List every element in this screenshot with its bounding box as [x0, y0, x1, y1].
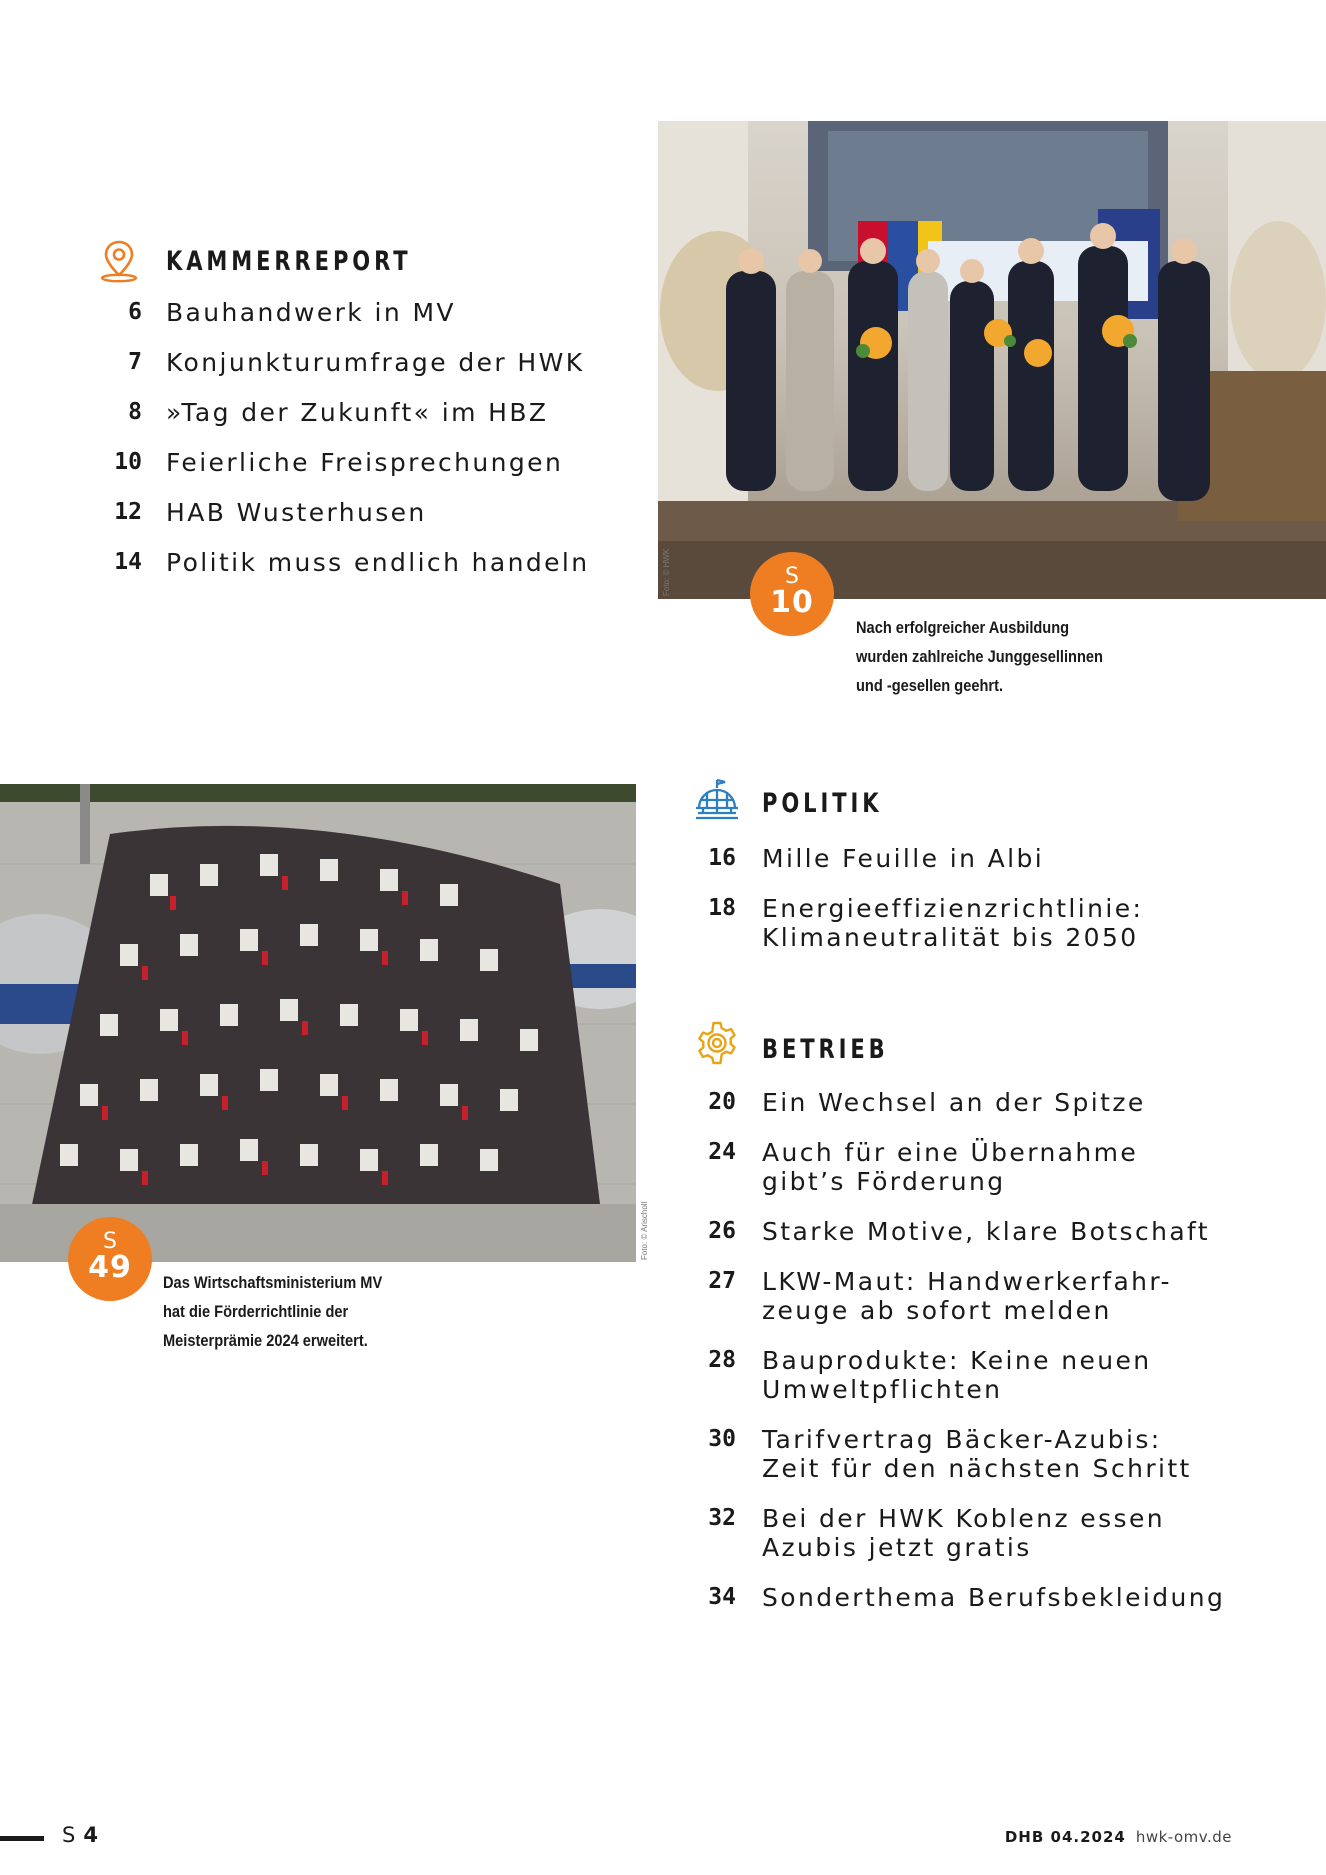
toc-entry[interactable] — [694, 844, 1143, 873]
toc-page-number: 18 — [708, 895, 736, 921]
photo-caption: Nach erfolgreicher Ausbildung wurden zahlreiche Junggesellinnen und -gesellen geehrt. — [856, 618, 1103, 695]
photo-credit: Foto: © HWK — [662, 548, 671, 596]
toc-title: Bauhandwerk in MV — [166, 298, 456, 327]
toc-page-number: 12 — [114, 499, 142, 525]
toc-page-number: 16 — [708, 845, 736, 871]
page-badge[interactable] — [68, 1217, 152, 1301]
toc-entry[interactable] — [694, 1346, 1225, 1404]
parliament-dome-icon — [694, 778, 740, 824]
toc-title: Mille Feuille in Albi — [762, 844, 1045, 873]
toc-entry[interactable] — [96, 448, 590, 477]
photo-caption: Das Wirtschaftsministerium MV hat die Förderrichtlinie der Meisterprämie 2024 erweitert. — [163, 1273, 383, 1350]
toc-title: LKW-Maut: Handwerkerfahr- zeuge ab sofort melden — [762, 1267, 1172, 1325]
section-header — [96, 238, 590, 284]
toc-title: Tarifvertrag Bäcker-Azubis: Zeit für den nächsten Schritt — [762, 1425, 1192, 1483]
footer-info — [1005, 1828, 1232, 1846]
website-link[interactable]: hwk-omv.de — [1135, 1828, 1232, 1846]
toc-title: Bei der HWK Koblenz essen Azubis jetzt gratis — [762, 1504, 1165, 1562]
toc-page-number: 8 — [128, 399, 142, 425]
section-betrieb — [694, 1020, 1225, 1633]
toc-title: Feierliche Freisprechungen — [166, 448, 564, 477]
toc-page-number: 20 — [708, 1089, 736, 1115]
toc-page-number: 28 — [708, 1347, 736, 1373]
badge-prefix: S — [785, 564, 799, 589]
page-number: S 4 — [62, 1823, 98, 1847]
footer-bar — [0, 1836, 44, 1841]
toc-page-number: 30 — [708, 1426, 736, 1452]
toc-page-number: 14 — [114, 549, 142, 575]
photo-credit: Foto: © Arischoll — [640, 1201, 649, 1260]
badge-page: 49 — [88, 1250, 132, 1285]
section-title: POLITIK — [762, 788, 883, 819]
toc-page-number: 7 — [128, 349, 142, 375]
toc-entry[interactable] — [694, 1583, 1225, 1612]
toc-entry[interactable] — [694, 1138, 1225, 1196]
group-photo — [0, 784, 636, 1262]
toc-entry[interactable] — [96, 398, 590, 427]
section-title: KAMMERREPORT — [166, 246, 412, 277]
toc-page-number: 10 — [114, 449, 142, 475]
gear-icon — [694, 1020, 740, 1066]
toc-entry[interactable] — [694, 1267, 1225, 1325]
page-badge[interactable] — [750, 552, 834, 636]
toc-entry[interactable] — [694, 1088, 1225, 1117]
toc-title: Starke Motive, klare Botschaft — [762, 1217, 1211, 1246]
badge-prefix: S — [103, 1229, 117, 1254]
location-pin-icon — [96, 238, 142, 284]
magazine-issue: DHB 04.2024 — [1004, 1828, 1126, 1846]
toc-entry[interactable] — [96, 348, 590, 377]
section-title: BETRIEB — [762, 1034, 889, 1065]
toc-entry[interactable] — [694, 1425, 1225, 1483]
toc-page-number: 34 — [708, 1584, 736, 1610]
toc-entry[interactable] — [694, 894, 1143, 952]
toc-title: »Tag der Zukunft« im HBZ — [166, 398, 549, 427]
toc-title: Bauprodukte: Keine neuen Umweltpflichten — [762, 1346, 1152, 1404]
section-header — [694, 778, 1143, 824]
toc-entry[interactable] — [96, 548, 590, 577]
section-header — [694, 1020, 1225, 1066]
toc-page-number: 26 — [708, 1218, 736, 1244]
toc-title: Ein Wechsel an der Spitze — [762, 1088, 1146, 1117]
badge-page: 10 — [770, 585, 814, 620]
toc-page-number: 27 — [708, 1268, 736, 1294]
section-politik — [694, 778, 1143, 973]
toc-entry[interactable] — [96, 498, 590, 527]
toc-title: Sonderthema Berufsbekleidung — [762, 1583, 1226, 1612]
ceremony-photo — [658, 121, 1326, 599]
toc-page-number: 24 — [708, 1139, 736, 1165]
toc-entry[interactable] — [694, 1504, 1225, 1562]
toc-entry[interactable] — [96, 298, 590, 327]
toc-title: HAB Wusterhusen — [166, 498, 427, 527]
toc-page-number: 32 — [708, 1505, 736, 1531]
toc-title: Politik muss endlich handeln — [166, 548, 590, 577]
toc-title: Konjunkturumfrage der HWK — [166, 348, 585, 377]
toc-title: Auch für eine Übernahme gibt’s Förderung — [762, 1138, 1139, 1196]
toc-entry[interactable] — [694, 1217, 1225, 1246]
toc-page-number: 6 — [128, 299, 142, 325]
section-kammerreport — [96, 238, 590, 598]
toc-title: Energieeffizienzrichtlinie: Klimaneutralität bis 2050 — [762, 894, 1144, 952]
